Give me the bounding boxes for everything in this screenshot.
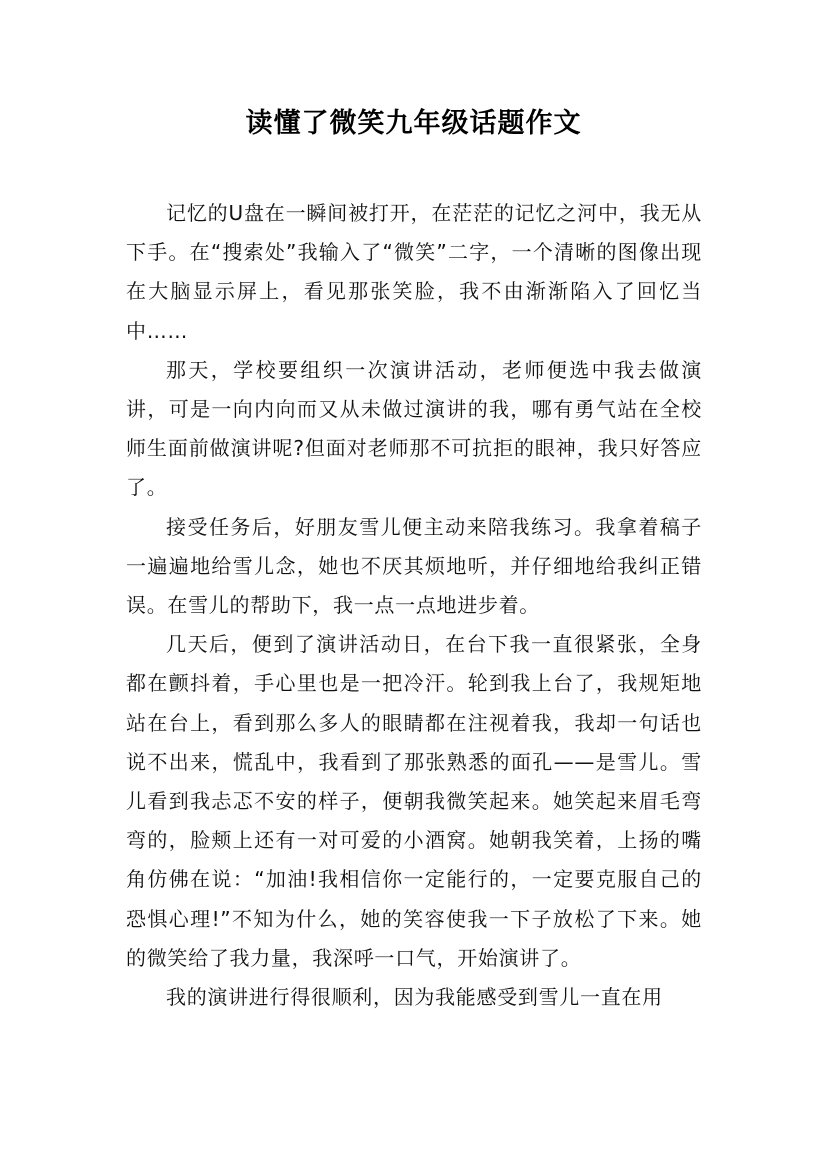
paragraph-4: 几天后，便到了演讲活动日，在台下我一直很紧张，全身都在颤抖着，手心里也是一把冷汗。轮到我上台了，我规矩地站在台上，看到那么多人的眼睛都在注视着我，我却一句话也说不出来，慌乱中，我看到了那张熟悉的面孔——是雪儿。雪儿看到我忐忑不安的样子，便朝我微笑起来。她笑起来眉毛弯弯的，脸颊上还有一对可爱的小酒窝。她朝我笑着，上扬的嘴角仿佛在说：“加油!我相信你一定能行的，一定要克服自己的恐惧心理!”不知为什么，她的笑容使我一下子放松了下来。她的微笑给了我力量，我深呼一口气，开始演讲了。 bbox=[126, 632, 702, 970]
document-title: 读懂了微笑九年级话题作文 bbox=[245, 108, 582, 139]
paragraph-1: 记忆的U盘在一瞬间被打开，在茫茫的记忆之河中，我无从下手。在“搜索处”我输入了“微笑”二字，一个清晰的图像出现在大脑显示屏上，看见那张笑脸，我不由渐渐陷入了回忆当中…… bbox=[126, 201, 702, 343]
document-body bbox=[126, 194, 702, 1017]
paragraph-5: 我的演讲进行得很顺利，因为我能感受到雪儿一直在用 bbox=[166, 985, 663, 1010]
paragraph-3: 接受任务后，好朋友雪儿便主动来陪我练习。我拿着稿子一遍遍地给雪儿念，她也不厌其烦地听，并仔细地给我纠正错误。在雪儿的帮助下，我一点一点地进步着。 bbox=[126, 514, 702, 618]
paragraph-2: 那天，学校要组织一次演讲活动，老师便选中我去做演讲，可是一向内向而又从未做过演讲的我，哪有勇气站在全校师生面前做演讲呢?但面对老师那不可抗拒的眼神，我只好答应了。 bbox=[126, 357, 702, 500]
